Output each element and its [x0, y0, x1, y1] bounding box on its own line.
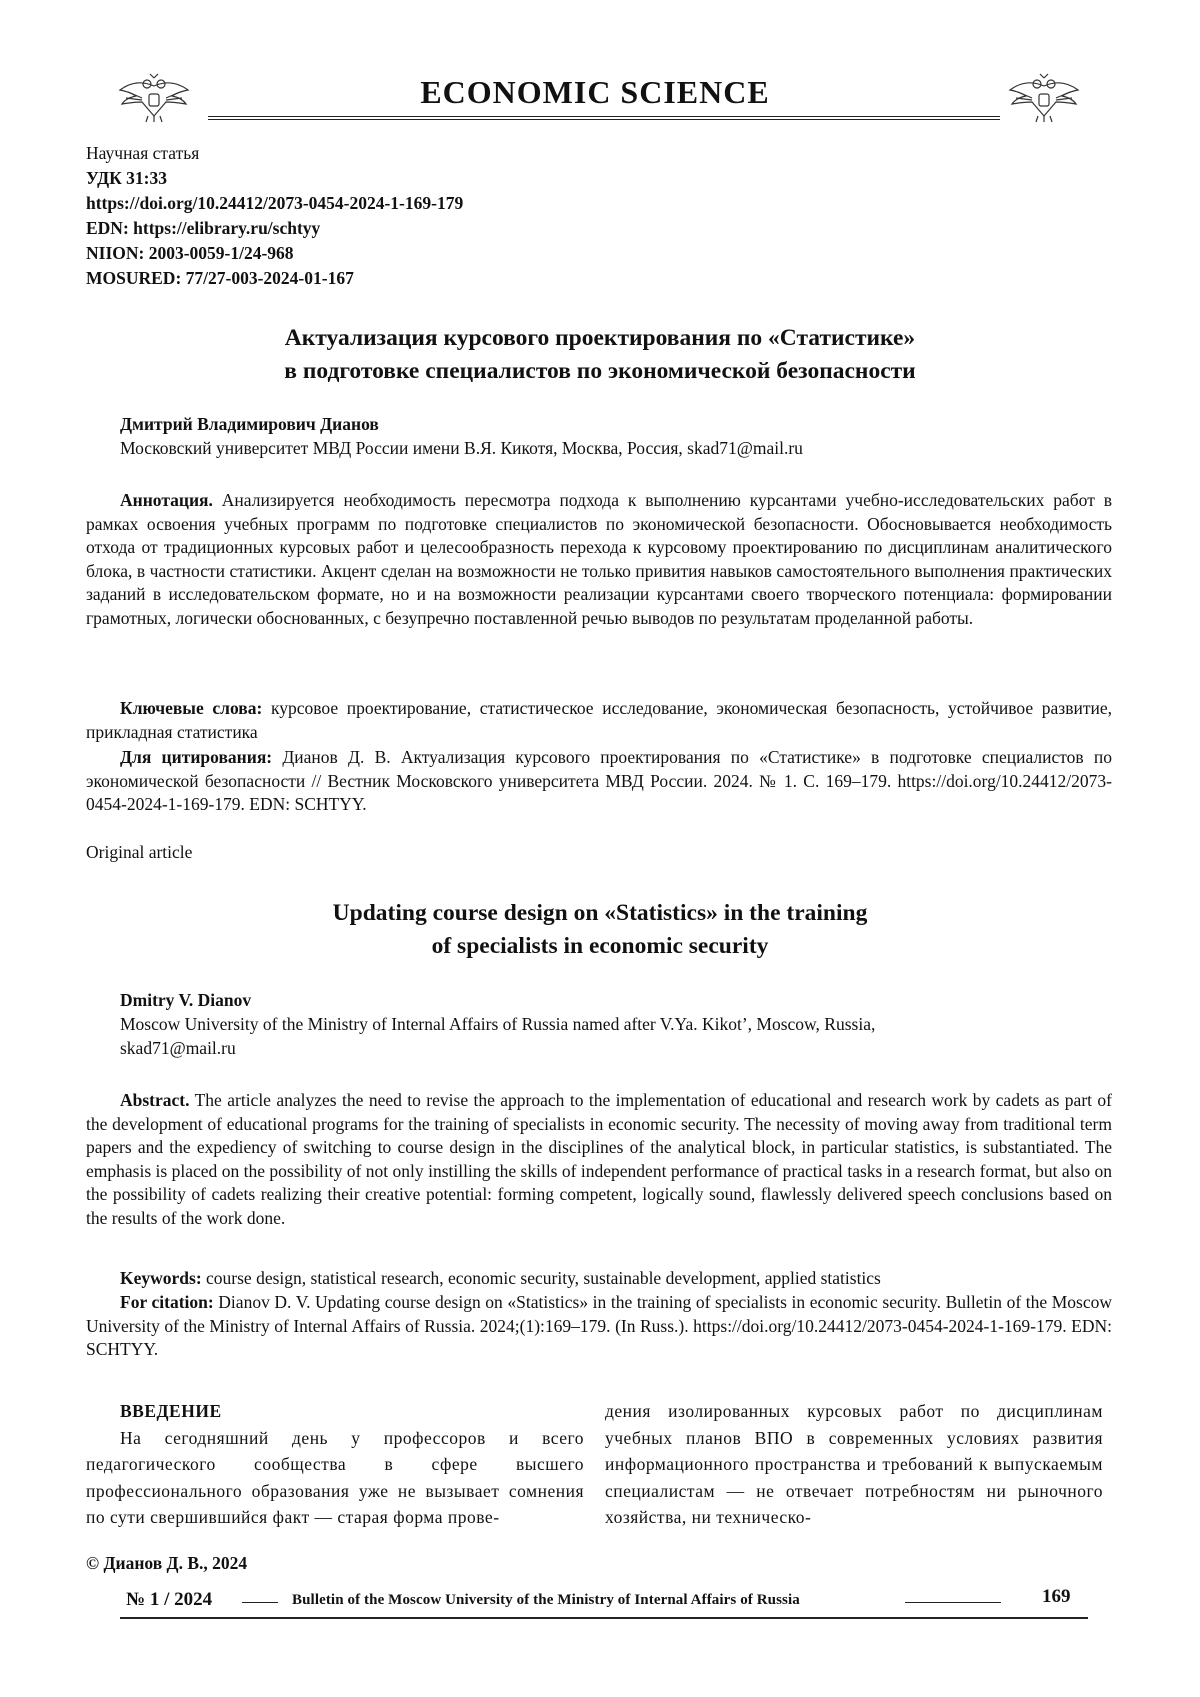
citation-label-en: For citation:: [120, 1292, 214, 1312]
journal-name: Bulletin of the Moscow University of the Ministry of Internal Affairs of Russia: [292, 1592, 800, 1608]
udc: УДК 31:33: [86, 168, 168, 188]
section-heading: ВВЕДЕНИЕ: [120, 1401, 222, 1421]
abstract-label-en: Abstract.: [120, 1090, 190, 1110]
affiliation-en-line2: skad71@mail.ru: [120, 1038, 236, 1058]
author-block-ru: [120, 412, 1110, 460]
author-name-ru: Дмитрий Владимирович Дианов: [120, 414, 379, 434]
citation-text-ru: Дианов Д. В. Актуализация курсового проектирования по «Статистике» в подготовке специалистов по экономической безопасности // Вестник Московского университета МВД России. 2024. № 1. С. 169–179. https://doi.org/10.24412/2073-0454-2024-1-169-179. EDN: SCHTYY.: [86, 747, 1113, 815]
copyright: © Дианов Д. В., 2024: [86, 1553, 248, 1573]
body-text-left: На сегодняшний день у профессоров и всего педагогического сообщества в сфере высшего профессионального образования уже не вызывает сомнения по сути свершившийся факт — старая форма прове-: [86, 1427, 584, 1527]
article-type-en: Original article: [86, 842, 193, 862]
citation-label-ru: Для цитирования:: [120, 747, 273, 767]
title-ru-line1: Актуализация курсового проектирования по «Статистике»: [284, 325, 916, 351]
citation-text-en: Dianov D. V. Updating course design on «Statistics» in the training of specialists in economic security. Bulletin of the Moscow University of the Ministry of Internal Affairs of Russia. 2024;(1):169–179. (In Russ.). https://doi.org/10.24412/2073-0454-2024-1-169-179. EDN: SCHTYY.: [86, 1292, 1112, 1360]
title-en-line1: Updating course design on «Statistics» in the training: [332, 900, 868, 926]
title-ru-line2: в подготовке специалистов по экономической безопасности: [284, 358, 916, 384]
footer-rule: [120, 1617, 1088, 1619]
title-en-line2: of specialists in economic security: [431, 933, 769, 959]
niion-code: NIION: 2003-0059-1/24-968: [86, 243, 294, 263]
body-text-right: дения изолированных курсовых работ по дисциплинам учебных планов ВПО в современных условиях развития информационного пространства и требований к выпускаемым специалистам — не отвечает потребностям ни рыночного хозяйства, ни техническо-: [605, 1401, 1103, 1527]
affiliation-ru: Московский университет МВД России имени В.Я. Кикотя, Москва, Россия, skad71@mail.ru: [120, 438, 803, 458]
affiliation-en-line1: Moscow University of the Ministry of Internal Affairs of Russia named after V.Ya. Kikot’, Moscow, Russia,: [120, 1014, 876, 1034]
title-ru: [150, 322, 1050, 388]
keywords-label-ru: Ключевые слова:: [120, 698, 263, 718]
double-headed-eagle-icon: [116, 72, 192, 124]
header-rule: [208, 116, 1000, 120]
keywords-ru: [86, 697, 1112, 744]
citation-ru: [86, 746, 1112, 817]
abstract-text-en: The article analyzes the need to revise the approach to the implementation of educational and research work by cadets as part of the development of educational programs for the training of specialists in economic security. The necessity of moving away from traditional term papers and the expediency of switching to course design in the disciplines of the analytical block, in particular statistics, is substantiated. The emphasis is placed on the possibility of not only instilling the skills of independent performance of practical tasks in a research format, but also on the possibility of cadets realizing their creative potential: forming competent, logically sound, flawlessly delivered speech conclusions based on the results of the work done.: [86, 1090, 1112, 1228]
abstract-label-ru: Аннотация.: [120, 490, 213, 510]
title-en: [150, 897, 1050, 963]
author-block-en: [120, 988, 1110, 1060]
citation-en: [86, 1291, 1112, 1362]
footer-dash: [905, 1602, 1001, 1603]
body-column-right: [605, 1398, 1103, 1531]
issue-number: № 1 / 2024: [126, 1589, 213, 1610]
article-meta: [86, 141, 786, 291]
abstract-text-ru: Анализируется необходимость пересмотра подхода к выполнению курсантами учебно-исследовательских работ в рамках освоения учебных программ по подготовке специалистов по экономической безопасности. Обосновывается необходимость отхода от традиционных курсовых работ и целесообразность перехода к курсовому проектированию по дисциплинам аналитического блока, в частности статистики. Акцент сделан на возможности не только привития навыков самостоятельного выполнения практических заданий в исследовательском формате, но и на возможности реализации курсантами своего творческого потенциала: формировании грамотных, логически обоснованных, с безупречно поставленной речью выводов по результатам проделанной работы.: [86, 490, 1112, 628]
keywords-en: [86, 1267, 1112, 1291]
article-type: Научная статья: [86, 143, 200, 163]
keywords-text-en: course design, statistical research, economic security, sustainable development, applied statistics: [206, 1268, 881, 1288]
body-column-left: [86, 1398, 584, 1531]
section-title: ECONOMIC SCIENCE: [420, 74, 770, 110]
double-headed-eagle-icon: [1006, 72, 1082, 124]
abstract-en: [86, 1089, 1112, 1231]
doi-link[interactable]: https://doi.org/10.24412/2073-0454-2024-1-169-179: [86, 193, 464, 213]
author-name-en: Dmitry V. Dianov: [120, 990, 252, 1010]
page-number: 169: [1042, 1586, 1071, 1607]
abstract-ru: [86, 489, 1112, 631]
keywords-text-ru: курсовое проектирование, статистическое исследование, экономическая безопасность, устойчивое развитие, прикладная статистика: [86, 698, 1112, 742]
keywords-label-en: Keywords:: [120, 1268, 202, 1288]
mosured-code: MOSURED: 77/27-003-2024-01-167: [86, 268, 354, 288]
edn-link[interactable]: EDN: https://elibrary.ru/schtyy: [86, 218, 321, 238]
footer-dash: [242, 1602, 278, 1603]
